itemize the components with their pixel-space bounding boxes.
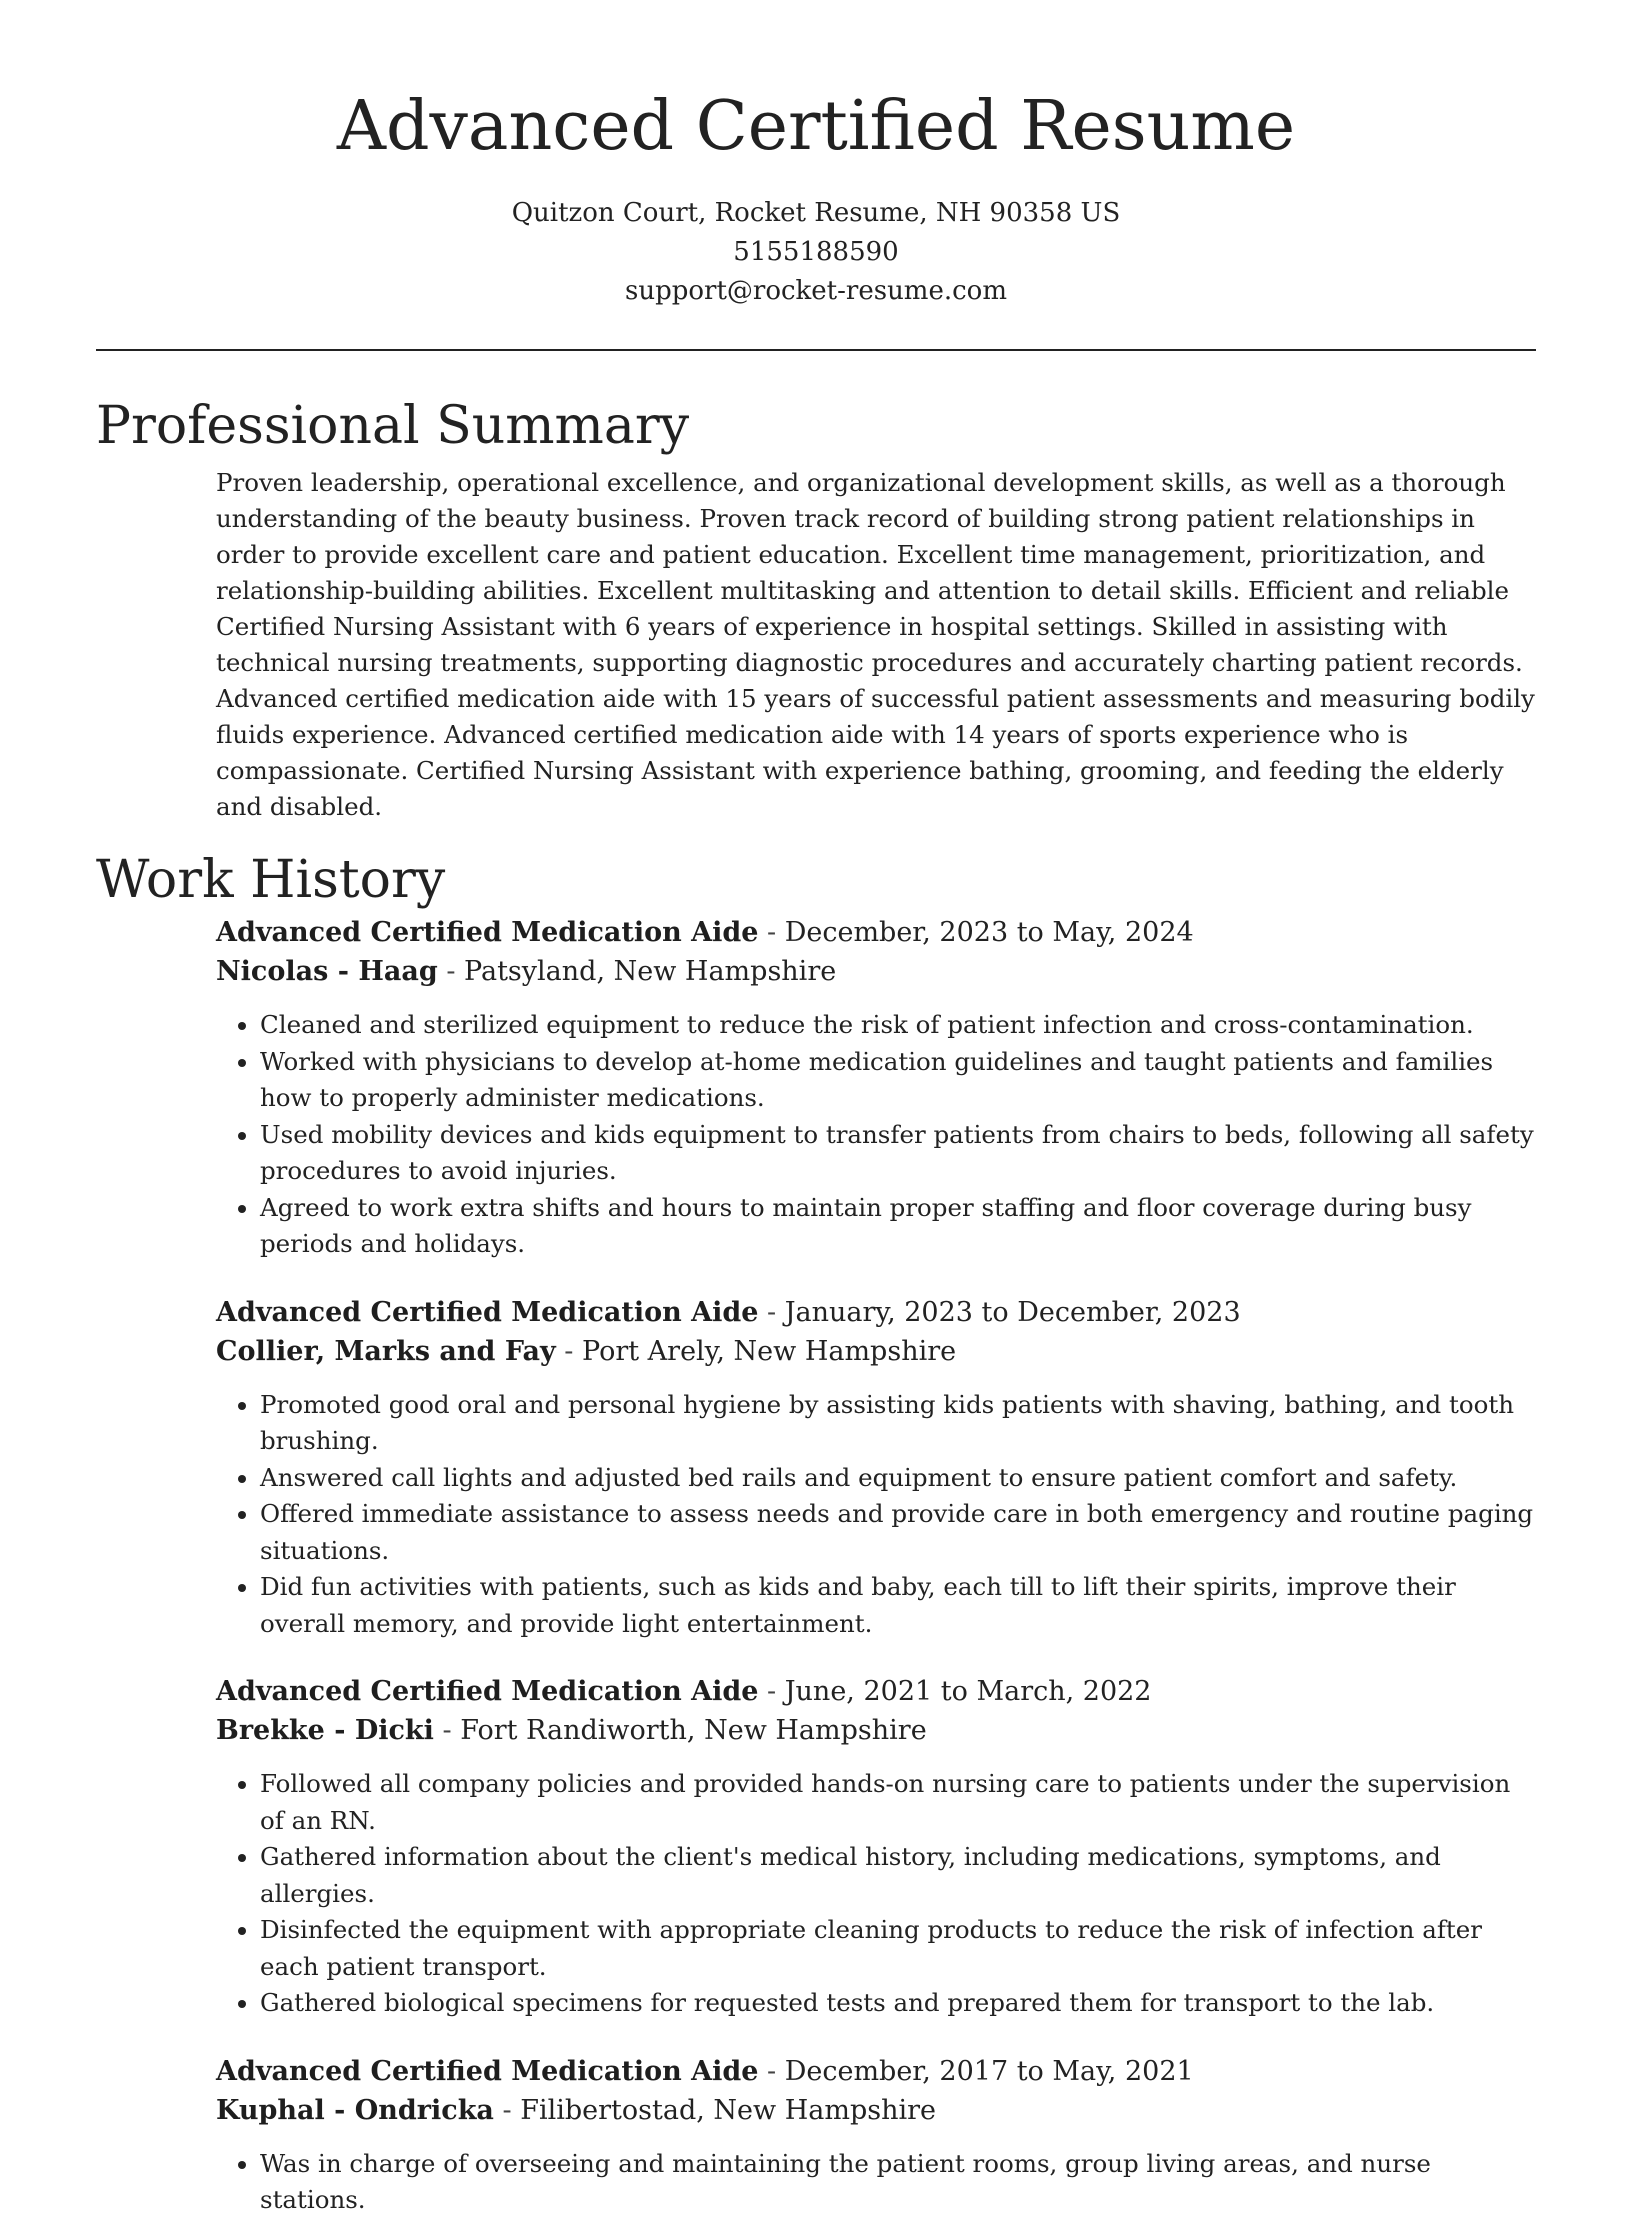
job-title-line: Advanced Certified Medication Aide - January, 2023 to December, 2023 xyxy=(216,1296,1241,1328)
resume-title: Advanced Certified Resume xyxy=(336,87,1296,166)
job-title-line: Advanced Certified Medication Aide - December, 2017 to May, 2021 xyxy=(216,2055,1194,2087)
summary-text: Proven leadership, operational excellence, and organizational development skills, as well as a thorough understanding of the beauty business. Proven track record of building strong patient relationships in order to provide excellent care and patient education. Excellent time management, prioritization, and relationship-building abilities. Excellent multitasking and attention to detail skills. Efficient and reliable Certified Nursing Assistant with 6 years of experience in hospital settings. Skilled in assisting with technical nursing treatments, supporting diagnostic procedures and accurately charting patient records. Advanced certified medication aide with 15 years of successful patient assessments and measuring bodily fluids experience. Advanced certified medication aide with 14 years of sports experience who is compassionate. Certified Nursing Assistant with experience bathing, grooming, and feeding the elderly and disabled. xyxy=(216,468,1535,821)
job-dates: January, 2023 to December, 2023 xyxy=(784,1296,1241,1328)
job-duty: • Followed all company policies and provided hands-on nursing care to patients under the supervision of an RN. xyxy=(260,1766,1536,1839)
work-history-heading: Work History xyxy=(96,850,446,910)
job-employer-line: Brekke - Dicki - Fort Randiworth, New Hampshire xyxy=(216,1715,927,1746)
job-location: Filibertostad, New Hampshire xyxy=(520,2094,936,2126)
job-dates: December, 2023 to May, 2024 xyxy=(784,917,1194,948)
job-dates: June, 2021 to March, 2022 xyxy=(784,1676,1152,1707)
job-title-line: Advanced Certified Medication Aide - December, 2023 to May, 2024 xyxy=(216,917,1194,948)
job-entry xyxy=(216,1293,1536,1643)
job-location: Fort Randiworth, New Hampshire xyxy=(460,1715,927,1746)
job-duties xyxy=(216,2146,1536,2219)
summary-heading: Professional Summary xyxy=(96,396,690,456)
job-title: Advanced Certified Medication Aide xyxy=(216,1296,759,1328)
summary-section xyxy=(216,465,1536,825)
job-duty: • Cleaned and sterilized equipment to reduce the risk of patient infection and cross-contamination. xyxy=(260,1007,1536,1044)
resume-page xyxy=(96,0,1536,2219)
job-duties xyxy=(216,1766,1536,2022)
contact-email: support@rocket-resume.com xyxy=(624,276,1007,306)
job-entry xyxy=(216,2052,1536,2219)
contact-address: Quitzon Court, Rocket Resume, NH 90358 US xyxy=(511,198,1121,228)
contact-phone: 5155188590 xyxy=(733,237,899,267)
resume-header xyxy=(96,0,1536,311)
job-employer-line: Nicolas - Haag - Patsyland, New Hampshire xyxy=(216,956,837,987)
job-employer: Nicolas - Haag xyxy=(216,956,438,987)
job-location: Patsyland, New Hampshire xyxy=(464,956,837,987)
job-duty: • Worked with physicians to develop at-home medication guidelines and taught patients and families how to properly administer medications. xyxy=(260,1044,1536,1117)
job-employer: Collier, Marks and Fay xyxy=(216,1335,556,1367)
job-entry xyxy=(216,1672,1536,2022)
job-duty: • Was in charge of overseeing and maintaining the patient rooms, group living areas, and nurse stations. xyxy=(260,2146,1536,2219)
job-employer-line: Collier, Marks and Fay - Port Arely, New Hampshire xyxy=(216,1335,957,1367)
header-divider xyxy=(96,349,1536,351)
contact-block xyxy=(96,194,1536,311)
job-title: Advanced Certified Medication Aide xyxy=(216,917,759,948)
job-duties xyxy=(216,1007,1536,1263)
job-duty: • Used mobility devices and kids equipment to transfer patients from chairs to beds, following all safety procedures to avoid injuries. xyxy=(260,1117,1536,1190)
job-duty: • Gathered biological specimens for requested tests and prepared them for transport to the lab. xyxy=(260,1985,1536,2022)
job-duty: • Gathered information about the client's medical history, including medications, symptoms, and allergies. xyxy=(260,1839,1536,1912)
job-duty: • Did fun activities with patients, such as kids and baby, each till to lift their spirits, improve their overall memory, and provide light entertainment. xyxy=(260,1569,1536,1642)
job-title: Advanced Certified Medication Aide xyxy=(216,1676,759,1707)
job-dates: December, 2017 to May, 2021 xyxy=(784,2055,1194,2087)
job-duties xyxy=(216,1387,1536,1643)
job-duty: • Agreed to work extra shifts and hours to maintain proper staffing and floor coverage during busy periods and holidays. xyxy=(260,1190,1536,1263)
job-duty: • Offered immediate assistance to assess needs and provide care in both emergency and routine paging situations. xyxy=(260,1496,1536,1569)
job-duty: • Answered call lights and adjusted bed rails and equipment to ensure patient comfort and safety. xyxy=(260,1460,1536,1497)
job-employer: Brekke - Dicki xyxy=(216,1715,434,1746)
job-duty: • Disinfected the equipment with appropriate cleaning products to reduce the risk of infection after each patient transport. xyxy=(260,1912,1536,1985)
job-duty: • Promoted good oral and personal hygiene by assisting kids patients with shaving, bathing, and tooth brushing. xyxy=(260,1387,1536,1460)
job-entry xyxy=(216,913,1536,1263)
work-history-section xyxy=(216,913,1536,2219)
job-location: Port Arely, New Hampshire xyxy=(582,1335,957,1367)
job-employer: Kuphal - Ondricka xyxy=(216,2094,494,2126)
job-employer-line: Kuphal - Ondricka - Filibertostad, New Hampshire xyxy=(216,2094,936,2126)
job-title-line: Advanced Certified Medication Aide - June, 2021 to March, 2022 xyxy=(216,1676,1152,1707)
job-title: Advanced Certified Medication Aide xyxy=(216,2055,759,2087)
